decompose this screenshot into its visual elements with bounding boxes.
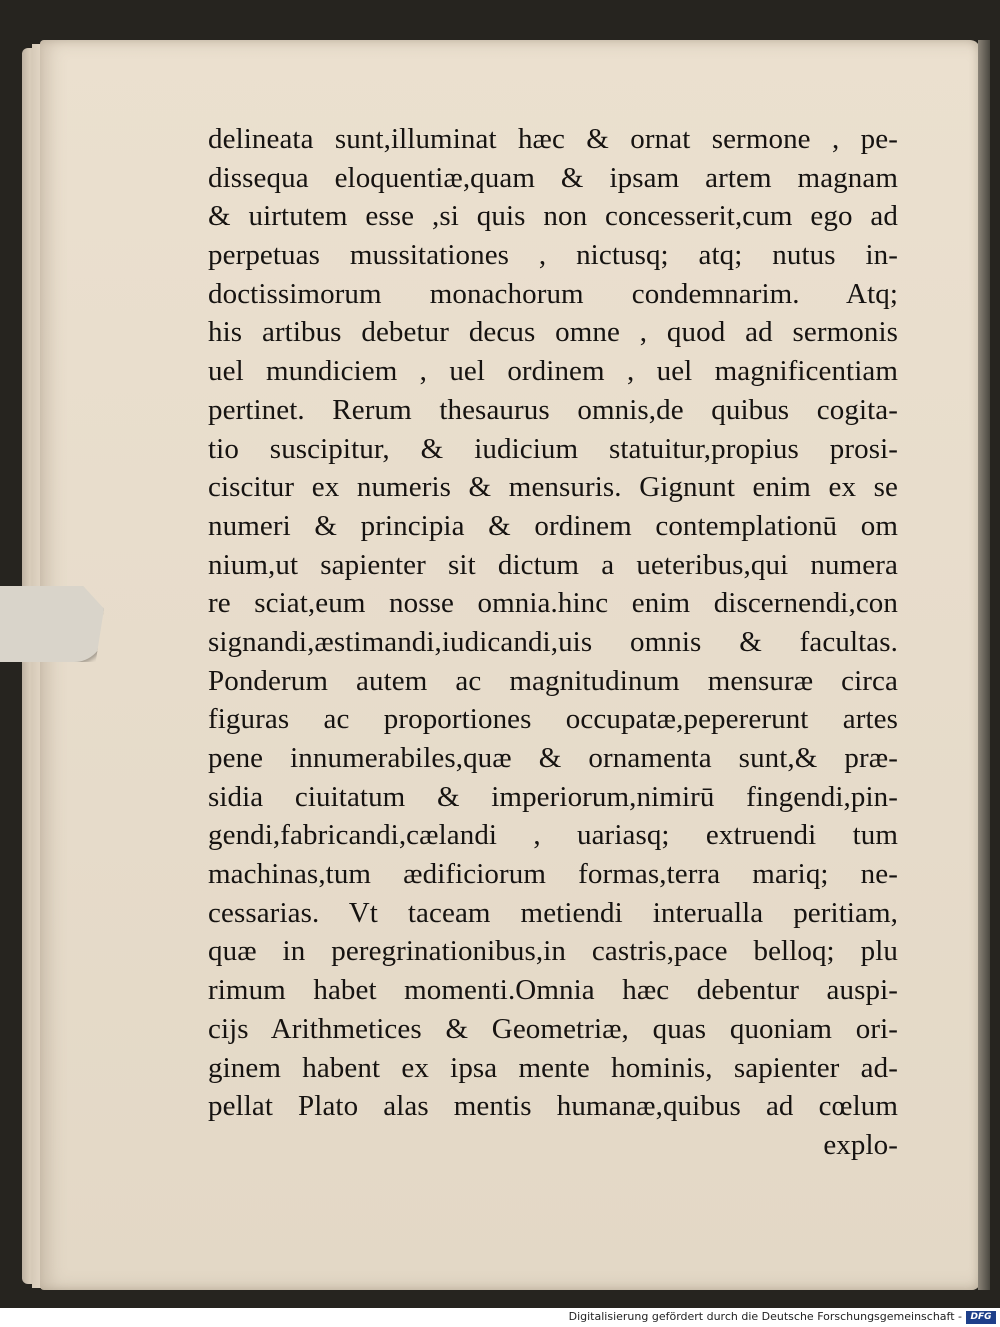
text-line: gendi,fabricandi,cælandi , uariasq; extruendi tum (208, 819, 898, 852)
text-line: re sciat,eum nosse omnia.hinc enim discernendi,con (208, 587, 898, 620)
text-line: machinas,tum ædificiorum formas,terra mariq; ne- (208, 858, 898, 891)
text-line: dissequa eloquentiæ,quam & ipsam artem magnam (208, 161, 898, 194)
text-line: doctissimorum monachorum condemnarim. Atq; (208, 277, 898, 310)
text-line: delineata sunt,illuminat hæc & ornat sermone , pe- (208, 123, 898, 155)
text-line: Ponderum autem ac magnitudinum mensuræ circa (208, 664, 898, 697)
text-line: ginem habent ex ipsa mente hominis, sapienter ad- (208, 1051, 898, 1084)
text-line: tio suscipitur, & iudicium statuitur,propius prosi- (208, 432, 898, 465)
catchword: explo- (823, 1128, 898, 1161)
text-line: ciscitur ex numeris & mensuris. Gignunt enim ex se (208, 471, 898, 504)
page-text-block (208, 120, 898, 1165)
text-line: cessarias. Vt taceam metiendi interualla peritiam, (208, 896, 898, 929)
text-line: figuras ac proportiones occupatæ,pepererunt artes (208, 703, 898, 736)
page-right-edge (978, 40, 990, 1290)
text-line: his artibus debetur decus omne , quod ad sermonis (208, 316, 898, 349)
digitization-footer (0, 1308, 1000, 1327)
text-line: pertinet. Rerum thesaurus omnis,de quibus cogita- (208, 393, 898, 426)
page-tab-marker (0, 586, 104, 662)
text-line: rimum habet momenti.Omnia hæc debentur auspi- (208, 974, 898, 1007)
text-line: pellat Plato alas mentis humanæ,quibus ad cœlum (208, 1090, 898, 1123)
text-line: sidia ciuitatum & imperiorum,nimirū fingendi,pin- (208, 780, 898, 813)
text-line: perpetuas mussitationes , nictusq; atq; nutus in- (208, 239, 898, 272)
text-line: uel mundiciem , uel ordinem , uel magnificentiam (208, 355, 898, 388)
funding-credit: Digitalisierung gefördert durch die Deutsche Forschungsgemeinschaft - (568, 1310, 962, 1323)
text-line: & uirtutem esse ,si quis non concesserit,cum ego ad (208, 200, 898, 233)
dfg-logo-icon: DFG (966, 1311, 996, 1324)
text-line: numeri & principia & ordinem contemplationū om (208, 509, 898, 542)
text-line: nium,ut sapienter sit dictum a ueteribus,qui numera (208, 548, 898, 581)
text-line: pene innumerabiles,quæ & ornamenta sunt,& præ- (208, 742, 898, 774)
text-line: quæ in peregrinationibus,in castris,pace belloq; plu (208, 935, 898, 968)
text-line: signandi,æstimandi,iudicandi,uis omnis & facultas. (208, 625, 898, 658)
text-line: cijs Arithmetices & Geometriæ, quas quoniam ori- (208, 1012, 898, 1045)
